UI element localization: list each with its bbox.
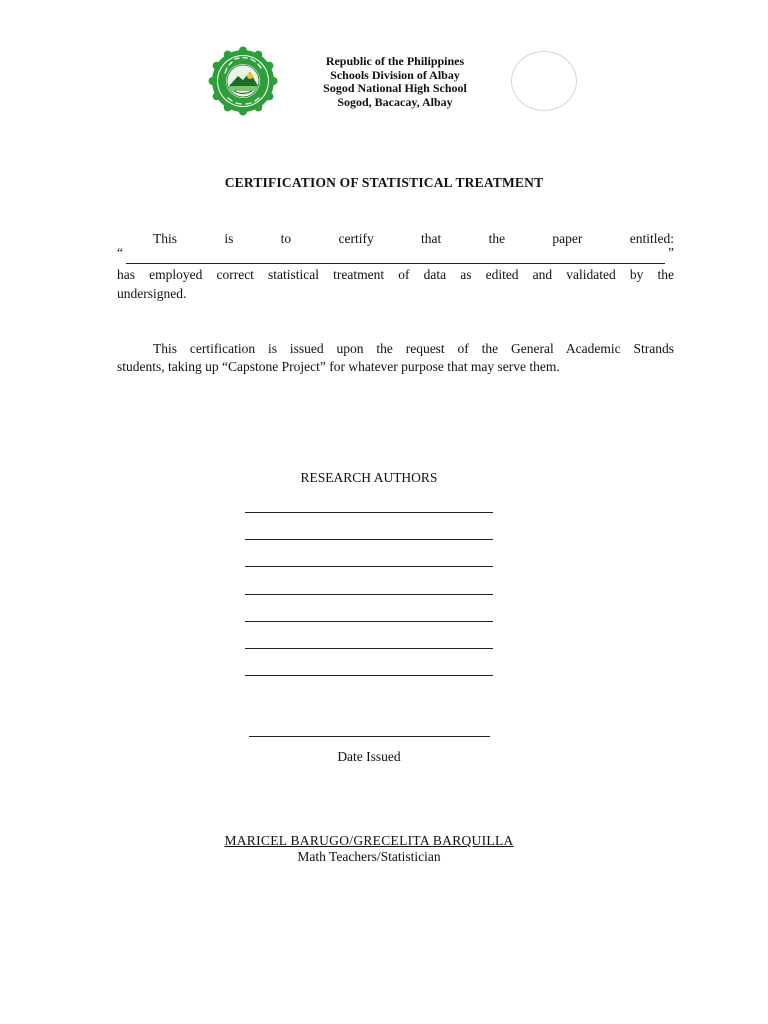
- header-division: Schools Division of Albay: [330, 67, 460, 82]
- author-signature-line[interactable]: [245, 648, 493, 649]
- author-signature-line[interactable]: [245, 539, 493, 540]
- seal-placeholder: [511, 51, 577, 111]
- word: entitled:: [629, 231, 674, 246]
- date-issued-label: Date Issued: [337, 749, 401, 764]
- word: the: [488, 231, 506, 246]
- word: is: [224, 231, 234, 246]
- paragraph1-line3: undersigned.: [117, 286, 187, 301]
- word: This: [153, 231, 178, 246]
- school-logo: [208, 46, 278, 116]
- paragraph1-line1: [153, 231, 674, 247]
- signer-name-text: MARICEL BARUGO/GRECELITA BARQUILLA: [224, 833, 514, 848]
- signer-role: Math Teachers/Statistician: [297, 849, 441, 864]
- header-country: Republic of the Philippines: [325, 54, 465, 68]
- header-school: Sogod National High School: [323, 81, 467, 95]
- word: certify: [338, 231, 374, 246]
- research-authors-heading: RESEARCH AUTHORS: [300, 470, 438, 485]
- document-title: CERTIFICATION OF STATISTICAL TREATMENT: [224, 175, 544, 190]
- paragraph1-line2: has employed correct statistical treatment of data as edited and validated by the: [117, 267, 674, 282]
- word: that: [421, 231, 442, 246]
- signer-name: [0, 833, 738, 849]
- word: to: [280, 231, 292, 246]
- word: paper: [552, 231, 583, 246]
- header-address: Sogod, Bacacay, Albay: [337, 94, 453, 109]
- date-issued-line[interactable]: [249, 736, 490, 737]
- paragraph2-line2: students, taking up “Capstone Project” for whatever purpose that may serve them.: [117, 359, 560, 374]
- author-signature-line[interactable]: [245, 512, 493, 513]
- close-quote: ”: [668, 245, 674, 260]
- author-signature-line[interactable]: [245, 594, 493, 595]
- paragraph2-line1: This certification is issued upon the request of the General Academic Strands: [153, 341, 674, 356]
- author-signature-line[interactable]: [245, 566, 493, 567]
- paper-title-line: [126, 263, 665, 264]
- paper-title-blank[interactable]: [117, 245, 674, 265]
- author-signature-line[interactable]: [245, 675, 493, 676]
- school-header: [300, 55, 490, 109]
- author-signature-line[interactable]: [245, 621, 493, 622]
- open-quote: “: [117, 245, 123, 260]
